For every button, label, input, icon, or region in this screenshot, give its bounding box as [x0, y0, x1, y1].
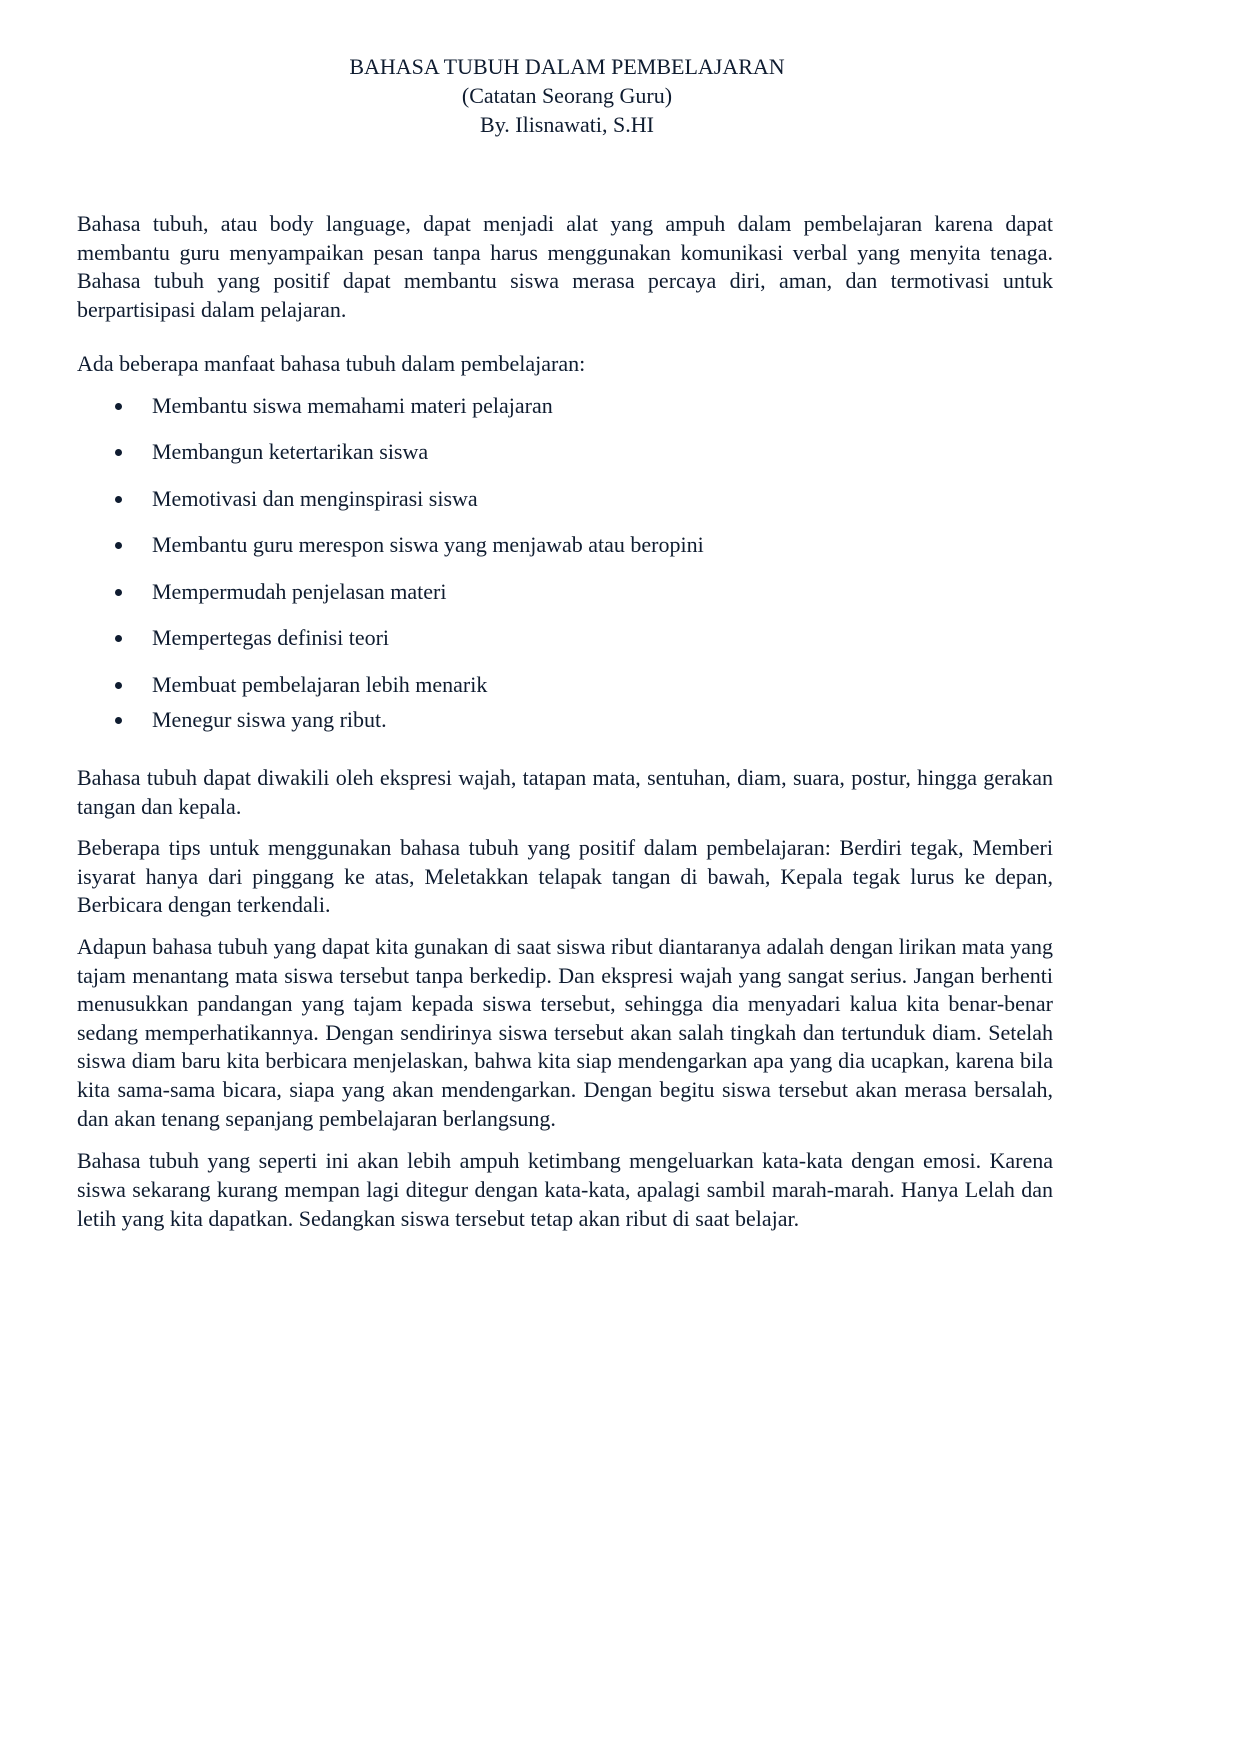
benefits-list [77, 392, 1053, 734]
list-item [77, 485, 1053, 513]
list-item-text: Membangun ketertarikan siswa [152, 439, 429, 465]
intro-paragraph: Bahasa tubuh, atau body language, dapat menjadi alat yang ampuh dalam pembelajaran karena dapat membantu guru menyampaikan pesan tanpa harus menggunakan komunikasi verbal yang menyita tenaga. Bahasa tubuh yang positif dapat membantu siswa merasa percaya diri, aman, dan termotivasi untuk berpartisipasi dalam pelajaran. [77, 211, 1053, 322]
list-item-text: Menegur siswa yang ribut. [152, 706, 387, 732]
list-item-text: Mempertegas definisi teori [152, 625, 390, 651]
list-item-text: Mempermudah penjelasan materi [152, 578, 447, 604]
list-item [77, 706, 1053, 734]
bullet-icon [115, 589, 122, 596]
bullet-icon [115, 717, 122, 724]
tips-paragraph: Beberapa tips untuk menggunakan bahasa tubuh yang positif dalam pembelajaran: Berdiri tegak, Memberi isyarat hanya dari pinggang ke atas, Meletakkan telapak tangan di bawah, Kepala tegak lurus ke depan, Berbicara dengan terkendali. [77, 835, 1053, 918]
list-item-text: Membantu guru merespon siswa yang menjawab atau beropini [152, 532, 704, 558]
document-page [77, 52, 1053, 1233]
list-item [77, 671, 1053, 699]
document-author: By. Ilisnawati, S.HI [480, 112, 654, 137]
expression-paragraph: Bahasa tubuh dapat diwakili oleh ekspresi wajah, tatapan mata, sentuhan, diam, suara, postur, hingga gerakan tangan dan kepala. [77, 764, 1053, 819]
list-item [77, 624, 1053, 652]
benefits-lead: Ada beberapa manfaat bahasa tubuh dalam pembelajaran: [77, 351, 586, 377]
list-item-text: Membantu siswa memahami materi pelajaran [152, 392, 553, 418]
document-title: BAHASA TUBUH DALAM PEMBELAJARAN [349, 54, 785, 79]
noisy-students-paragraph: Adapun bahasa tubuh yang dapat kita gunakan di saat siswa ribut diantaranya adalah dengan lirikan mata yang tajam menantang mata siswa tersebut tanpa berkedip. Dan ekspresi wajah yang sangat serius. Jangan berhenti menusukkan pandangan yang tajam kepada siswa tersebut, sehingga dia menyadari kalua kita benar-benar sedang memperhatikannya. Dengan sendirinya siswa tersebut akan salah tingkah dan tertunduk diam. Setelah siswa diam baru kita berbicara menjelaskan, bahwa kita siap mendengarkan apa yang dia ucapkan, karena bila kita sama-sama bicara, siapa yang akan mendengarkan. Dengan begitu siswa tersebut akan merasa bersalah, dan akan tenang sepanjang pembelajaran berlangsung. [77, 933, 1053, 1131]
document-subtitle: (Catatan Seorang Guru) [461, 83, 673, 108]
list-item [77, 392, 1053, 420]
bullet-icon [115, 449, 122, 456]
bullet-icon [115, 542, 122, 549]
list-item-text: Memotivasi dan menginspirasi siswa [152, 485, 478, 511]
bullet-icon [115, 635, 122, 642]
list-item [77, 531, 1053, 559]
bullet-icon [115, 403, 122, 410]
closing-paragraph: Bahasa tubuh yang seperti ini akan lebih ampuh ketimbang mengeluarkan kata-kata dengan emosi. Karena siswa sekarang kurang mempan lagi ditegur dengan kata-kata, apalagi sambil marah-marah. Hanya Lelah dan letih yang kita dapatkan. Sedangkan siswa tersebut tetap akan ribut di saat belajar. [77, 1148, 1053, 1232]
list-item-text: Membuat pembelajaran lebih menarik [152, 671, 488, 697]
document-header [77, 52, 1053, 139]
list-item [77, 438, 1053, 466]
bullet-icon [115, 682, 122, 689]
list-item [77, 578, 1053, 606]
bullet-icon [115, 496, 122, 503]
